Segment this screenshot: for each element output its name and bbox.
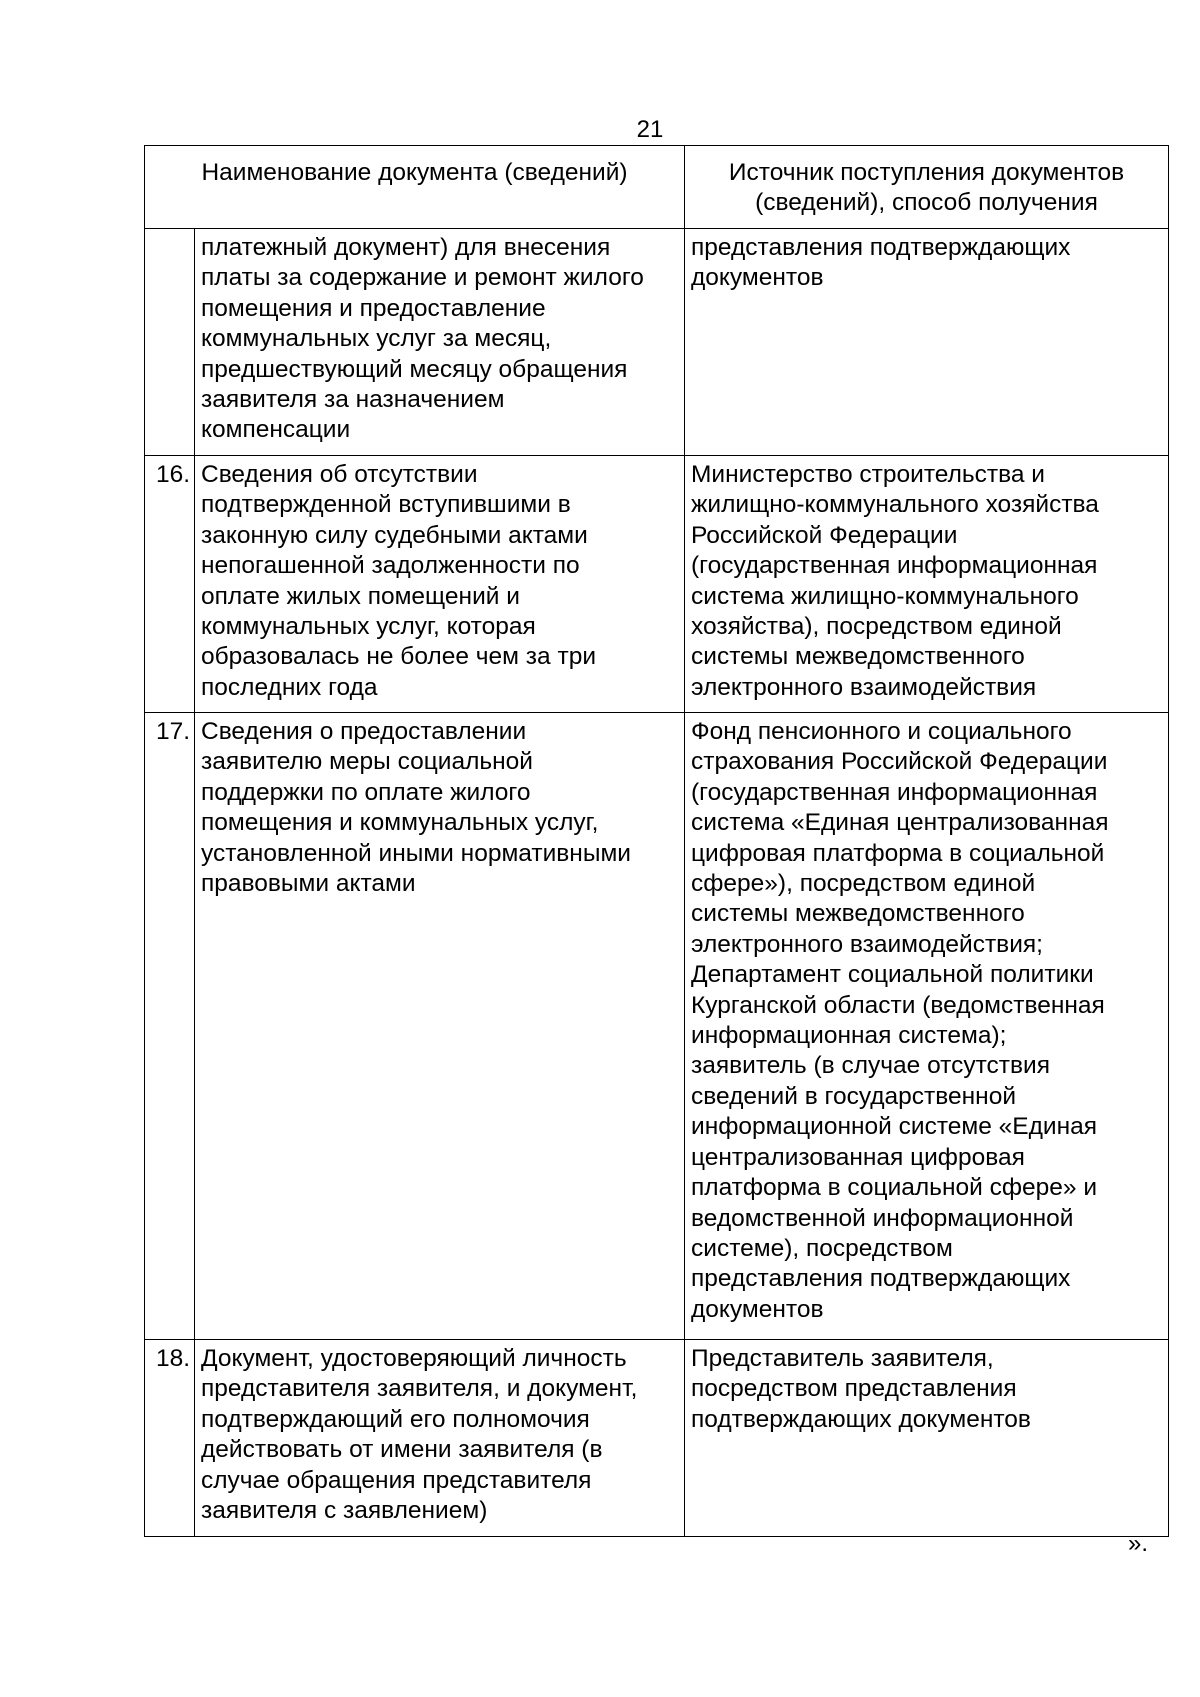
text-line: платформа в социальной сфере» и [691,1174,1098,1202]
text-line: информационная система); [691,1022,1007,1050]
text-line: законную силу судебными актами [201,521,588,549]
text-line: система жилищно-коммунального [691,582,1079,610]
text-line: подтвержденной вступившими в [201,491,571,519]
text-line: заявитель (в случае отсутствия [691,1052,1050,1080]
text-line: коммунальных услуг за месяц, [201,325,552,353]
text-line: сведений в государственной [691,1082,1017,1110]
row-number [145,229,195,456]
text-line: хозяйства), посредством единой [691,613,1062,641]
text-line: помещения и коммунальных услуг, [201,809,599,837]
text-line: непогашенной задолженности по [201,552,580,580]
document-name-cell [195,456,685,713]
text-line: Представитель заявителя, [691,1345,994,1372]
document-name-cell [195,1340,685,1537]
source-cell [685,229,1169,456]
text-line: предшествующий месяцу обращения [201,355,628,383]
text-line: посредством представления [691,1375,1017,1403]
table-header-row [145,146,1169,229]
text-line: случае обращения представителя [201,1466,592,1494]
text-line: установленной иными нормативными [201,839,631,867]
text-line: платежный документ) для внесения [201,234,611,261]
row-number: 16. [145,456,195,713]
text-line: документов [691,264,824,292]
text-line: коммунальных услуг, которая [201,613,536,641]
text-line: платы за содержание и ремонт жилого [201,264,644,292]
text-line: представителя заявителя, и документ, [201,1375,638,1403]
text-line: системы межведомственного [691,900,1025,928]
text-line: Сведения об отсутствии [201,461,478,488]
text-line: Сведения о предоставлении [201,718,527,745]
text-line: подтверждающий его полномочия [201,1405,590,1433]
text-line: последних года [201,673,378,701]
table-row [145,456,1169,713]
text-line: заявителя с заявлением) [201,1497,488,1525]
text-line: подтверждающих документов [691,1405,1031,1433]
text-line: образовалась не более чем за три [201,643,597,671]
text-line: жилищно-коммунального хозяйства [691,491,1099,519]
text-line: (государственная информационная [691,552,1098,580]
closing-quote-mark: ». [1128,1530,1149,1557]
text-line: действовать от имени заявителя (в [201,1436,603,1464]
table-row [145,229,1169,456]
header-source-line: Источник поступления документов [728,159,1125,186]
text-line: документов [691,1295,824,1323]
text-line: Фонд пенсионного и социального [691,718,1072,745]
text-line: Документ, удостоверяющий личность [201,1345,627,1372]
documents-table [144,145,1169,1537]
source-cell [685,1340,1169,1537]
table-row [145,1340,1169,1537]
text-line: электронного взаимодействия; [691,930,1043,958]
table-row [145,713,1169,1340]
document-name-cell [195,229,685,456]
text-line: Министерство строительства и [691,461,1045,488]
header-document-name: Наименование документа (сведений) [145,146,685,229]
text-line: ведомственной информационной [691,1204,1074,1232]
text-line: цифровая платформа в социальной [691,839,1105,867]
text-line: централизованная цифровая [691,1143,1025,1171]
source-cell [685,713,1169,1340]
text-line: представления подтверждающих [691,1265,1071,1293]
text-line: компенсации [201,416,351,444]
text-line: страхования Российской Федерации [691,748,1108,776]
text-line: система «Единая централизованная [691,809,1109,837]
text-line: системы межведомственного [691,643,1025,671]
header-source [685,146,1169,229]
row-number: 17. [145,713,195,1340]
row-number: 18. [145,1340,195,1537]
text-line: заявителя за назначением [201,386,505,414]
text-line: Департамент социальной политики [691,961,1094,989]
text-line: (государственная информационная [691,778,1098,806]
document-name-cell [195,713,685,1340]
text-line: помещения и предоставление [201,294,546,322]
text-line: электронного взаимодействия [691,673,1037,701]
text-line: представления подтверждающих [691,234,1071,261]
text-line: информационной системе «Единая [691,1113,1098,1141]
text-line: правовыми актами [201,870,416,898]
text-line: Курганской области (ведомственная [691,991,1105,1019]
text-line: заявителю меры социальной [201,748,533,776]
page-number: 21 [636,116,664,143]
text-line: Российской Федерации [691,521,958,549]
text-line: оплате жилых помещений и [201,582,520,610]
text-line: поддержки по оплате жилого [201,778,531,806]
source-cell [685,456,1169,713]
text-line: системе), посредством [691,1234,953,1262]
text-line: сфере»), посредством единой [691,870,1036,898]
header-source-line: (сведений), способ получения [755,189,1098,217]
